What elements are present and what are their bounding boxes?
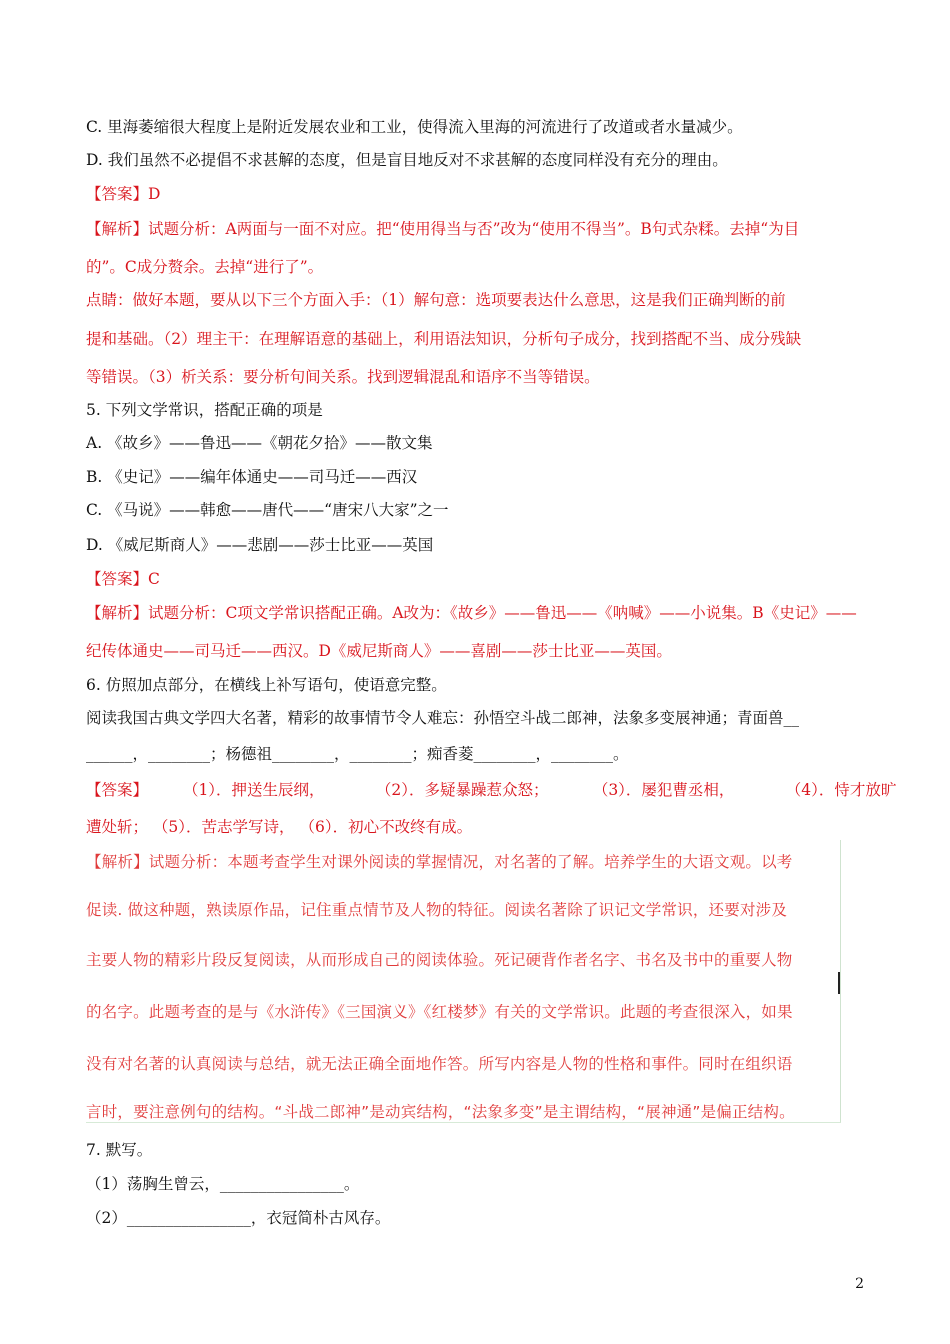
text-cursor-mark	[838, 972, 840, 994]
page-number: 2	[855, 1276, 864, 1292]
analysis-line: 纪传体通史——司马迁——西汉。D《威尼斯商人》——喜剧——莎士比亚——英国。	[86, 642, 672, 660]
option-a: A. 《故乡》——鲁迅——《朝花夕拾》——散文集	[86, 434, 433, 452]
answer-6-continued: 遭处斩； （5）．苦志学写诗， （6）．初心不改终有成。	[86, 818, 473, 836]
answer-item: （4）．恃才放旷	[785, 781, 897, 799]
answer-label: 【答案】C	[86, 570, 160, 588]
answer-label: 【答案】	[86, 781, 149, 799]
question-6-stem: 6. 仿照加点部分，在横线上补写语句，使语意完整。	[86, 676, 447, 694]
scan-line: 促读. 做这种题，熟读原作品，记住重点情节及人物的特征。阅读名著除了识记文学常识，还要对涉及	[86, 901, 788, 919]
option-d: D. 《威尼斯商人》——悲剧——莎士比亚——英国	[86, 536, 434, 554]
question-c-option: C. 里海萎缩很大程度上是附近发展农业和工业，使得流入里海的河流进行了改道或者水量减少。	[86, 118, 743, 136]
answer-item: （1）．押送生辰纲，	[182, 781, 325, 799]
scan-line: 主要人物的精彩片段反复阅读，从而形成自己的阅读体验。死记硬背作者名字、书名及书中的重要人物	[86, 951, 793, 969]
hint-line: 点睛：做好本题，要从以下三个方面入手：（1）解句意：选项要表达什么意思，这是我们正确判断的前	[86, 291, 786, 309]
question-6-passage: 阅读我国古典文学四大名著，精彩的故事情节令人难忘：孙悟空斗战二郎神，法象多变展神通；青面兽__	[86, 709, 800, 727]
scan-line: 的名字。此题考查的是与《水浒传》《三国演义》《红楼梦》有关的文学常识。此题的考查很深入，如果	[86, 1003, 793, 1021]
question-6-blanks: ______，________；杨德祖________，________；痴香菱________，________。	[86, 745, 629, 763]
answer-item: （2）．多疑暴躁惹众怒；	[375, 781, 549, 799]
analysis-line: 【解析】试题分析：C项文学常识搭配正确。A改为：《故乡》——鲁迅——《呐喊》——小说集。B《史记》——	[86, 604, 857, 622]
scan-line: 言时，要注意例句的结构。“斗战二郎神”是动宾结构，“法象多变”是主谓结构，“展神通”是偏正结构。	[86, 1103, 795, 1121]
scan-line: 【解析】试题分析：本题考查学生对课外阅读的掌握情况，对名著的了解。培养学生的大语文观。以考	[86, 853, 793, 871]
analysis-line: 【解析】试题分析：A两面与一面不对应。把“使用得当与否”改为“使用不得当”。B句式杂糅。去掉“为目	[86, 220, 800, 238]
answer-item: （3）．屡犯曹丞相，	[592, 781, 735, 799]
question-d-option: D. 我们虽然不必提倡不求甚解的态度，但是盲目地反对不求甚解的态度同样没有充分的理由。	[86, 151, 728, 169]
answer-label: 【答案】D	[86, 185, 161, 203]
question-5-stem: 5. 下列文学常识，搭配正确的项是	[86, 401, 323, 419]
scanned-analysis-block	[86, 840, 841, 1123]
scan-line: 没有对名著的认真阅读与总结，就无法正确全面地作答。所写内容是人物的性格和事件。同时在组织语	[86, 1055, 793, 1073]
option-b: B. 《史记》——编年体通史——司马迁——西汉	[86, 468, 418, 486]
option-c: C. 《马说》——韩愈——唐代——“唐宋八大家”之一	[86, 501, 449, 519]
question-7-item-1: （1）荡胸生曾云，________________。	[86, 1175, 360, 1193]
question-7-item-2: （2）________________，衣冠简朴古风存。	[86, 1209, 391, 1227]
analysis-line: 的”。C成分赘余。去掉“进行了”。	[86, 258, 324, 276]
question-7-stem: 7. 默写。	[86, 1141, 153, 1159]
answer-6-row	[86, 780, 897, 800]
hint-line: 提和基础。（2）理主干：在理解语意的基础上，利用语法知识，分析句子成分，找到搭配不当、成分残缺	[86, 330, 802, 348]
hint-line: 等错误。（3）析关系：要分析句间关系。找到逻辑混乱和语序不当等错误。	[86, 368, 600, 386]
